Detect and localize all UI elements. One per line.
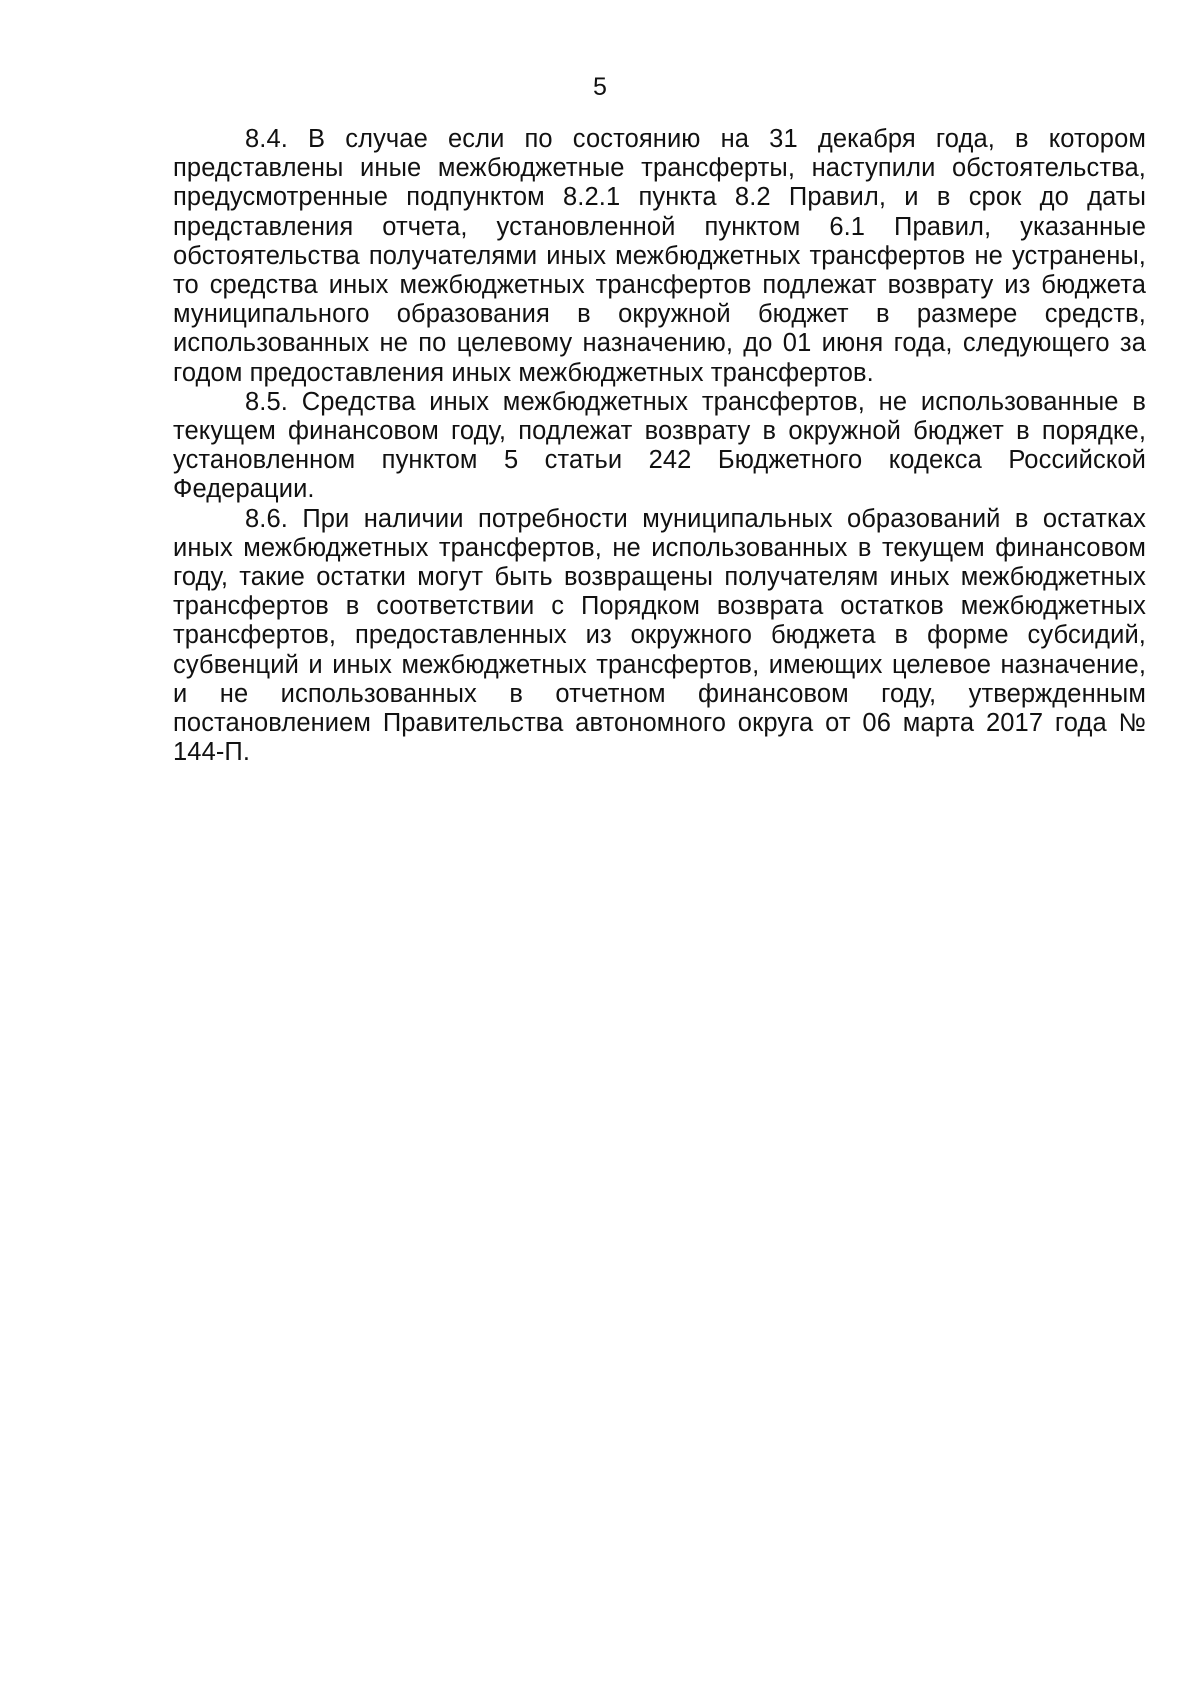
paragraph-8-5: 8.5. Средства иных межбюджетных трансфертов, не использованные в текущем финансовом году, подлежат возврату в окружной бюджет в порядке, установленном пунктом 5 статьи 242 Бюджетного кодекса Российской Федерации. [173, 387, 1146, 504]
paragraph-8-6: 8.6. При наличии потребности муниципальных образований в остатках иных межбюджетных трансфертов, не использованных в текущем финансовом году, такие остатки могут быть возвращены получателям иных межбюджетных трансфертов в соответствии с Порядком возврата остатков межбюджетных трансфертов, предоставленных из окружного бюджета в форме субсидий, субвенций и иных межбюджетных трансфертов, имеющих целевое назначение, и не использованных в отчетном финансовом году, утвержденным постановлением Правительства автономного округа от 06 марта 2017 года № 144-П. [173, 504, 1146, 767]
paragraph-8-4: 8.4. В случае если по состоянию на 31 декабря года, в котором представлены иные межбюджетные трансферты, наступили обстоятельства, предусмотренные подпунктом 8.2.1 пункта 8.2 Правил, и в срок до даты представления отчета, установленной пунктом 6.1 Правил, указанные обстоятельства получателями иных межбюджетных трансфертов не устранены, то средства иных межбюджетных трансфертов подлежат возврату из бюджета муниципального образования в окружной бюджет в размере средств, использованных не по целевому назначению, до 01 июня года, следующего за годом предоставления иных межбюджетных трансфертов. [173, 125, 1146, 387]
document-body [173, 125, 1146, 767]
page-number: 5 [593, 73, 607, 101]
